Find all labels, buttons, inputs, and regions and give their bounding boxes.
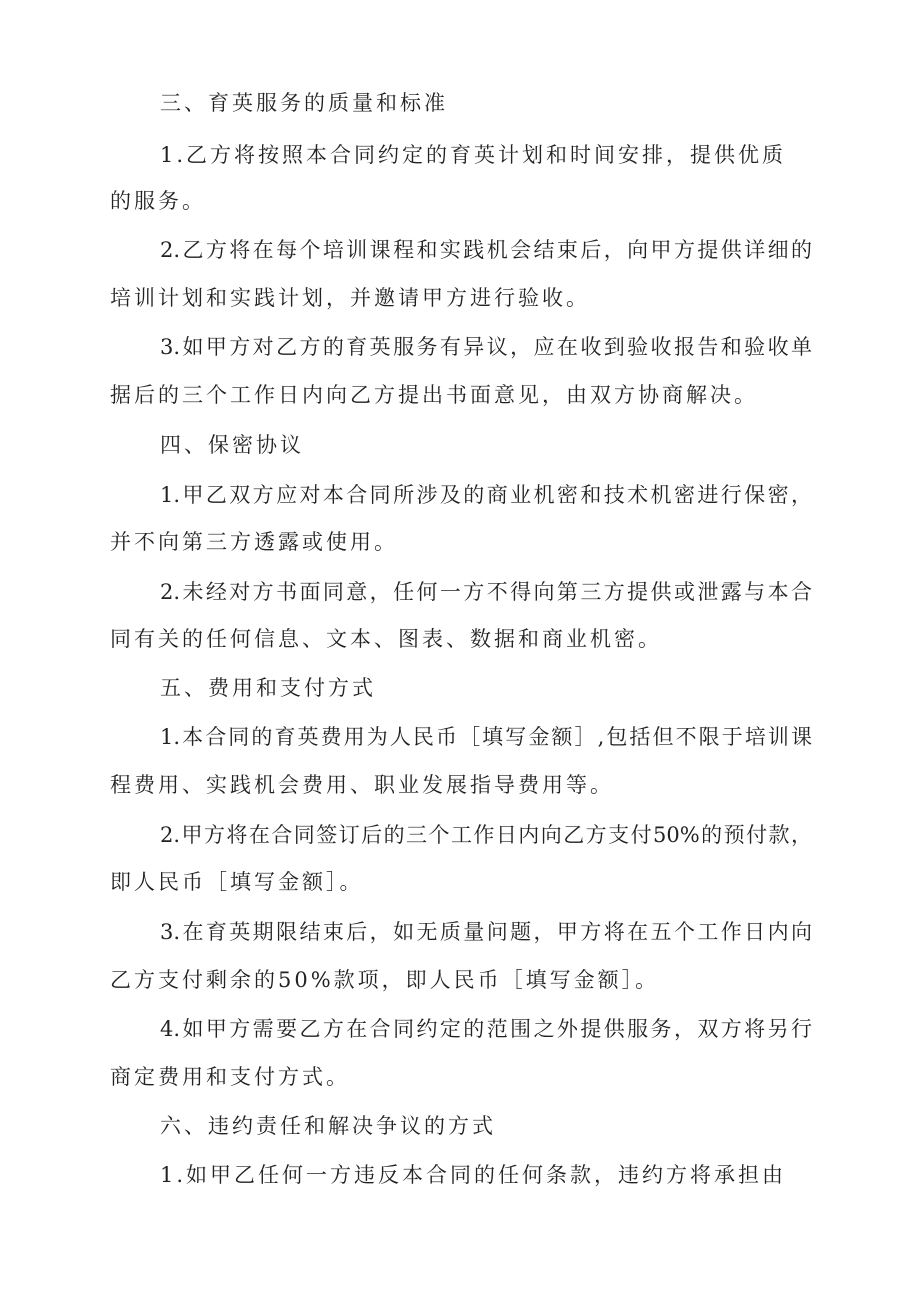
paragraph-line: 的服务。 [110, 189, 206, 213]
paragraph-line: 3.在育英期限结束后，如无质量问题，甲方将在五个工作日内向 [160, 920, 812, 944]
paragraph-line: 1.甲乙双方应对本合同所涉及的商业机密和技术机密进行保密， [160, 483, 812, 507]
paragraph-line: 同有关的任何信息、文本、图表、数据和商业机密。 [110, 627, 662, 651]
paragraph-line: 4.如甲方需要乙方在合同约定的范围之外提供服务，双方将另行 [160, 1017, 812, 1041]
paragraph-line: 1.本合同的育英费用为人民币［填写金额］,包括但不限于培训课 [160, 725, 812, 749]
paragraph-line: 3.如甲方对乙方的育英服务有异议，应在收到验收报告和验收单 [160, 335, 812, 359]
paragraph-line: 2.未经对方书面同意，任何一方不得向第三方提供或泄露与本合 [160, 580, 812, 604]
section-heading: 四、保密协议 [160, 433, 304, 457]
paragraph-line: 2.甲方将在合同签订后的三个工作日内向乙方支付50%的预付款， [160, 823, 812, 847]
paragraph-line: 据后的三个工作日内向乙方提出书面意见，由双方协商解决。 [110, 383, 758, 407]
paragraph-line: 1.如甲乙任何一方违反本合同的任何条款，违约方将承担由 [160, 1163, 787, 1187]
paragraph-line: 培训计划和实践计划，并邀请甲方进行验收。 [110, 286, 590, 310]
paragraph-line: 商定费用和支付方式。 [110, 1065, 350, 1089]
section-heading: 六、违约责任和解决争议的方式 [160, 1114, 496, 1138]
section-heading: 五、费用和支付方式 [160, 676, 376, 700]
paragraph-line: 并不向第三方透露或使用。 [110, 530, 398, 554]
paragraph-line: 乙方支付剩余的50%款项，即人民币［填写金额］。 [110, 968, 660, 992]
paragraph-line: 即人民币［填写金额］。 [110, 870, 364, 894]
section-heading: 三、育英服务的质量和标准 [160, 91, 448, 115]
paragraph-line: 1.乙方将按照本合同约定的育英计划和时间安排，提供优质 [160, 143, 787, 167]
paragraph-line: 程费用、实践机会费用、职业发展指导费用等。 [110, 773, 614, 797]
paragraph-line: 2.乙方将在每个培训课程和实践机会结束后，向甲方提供详细的 [160, 238, 812, 262]
